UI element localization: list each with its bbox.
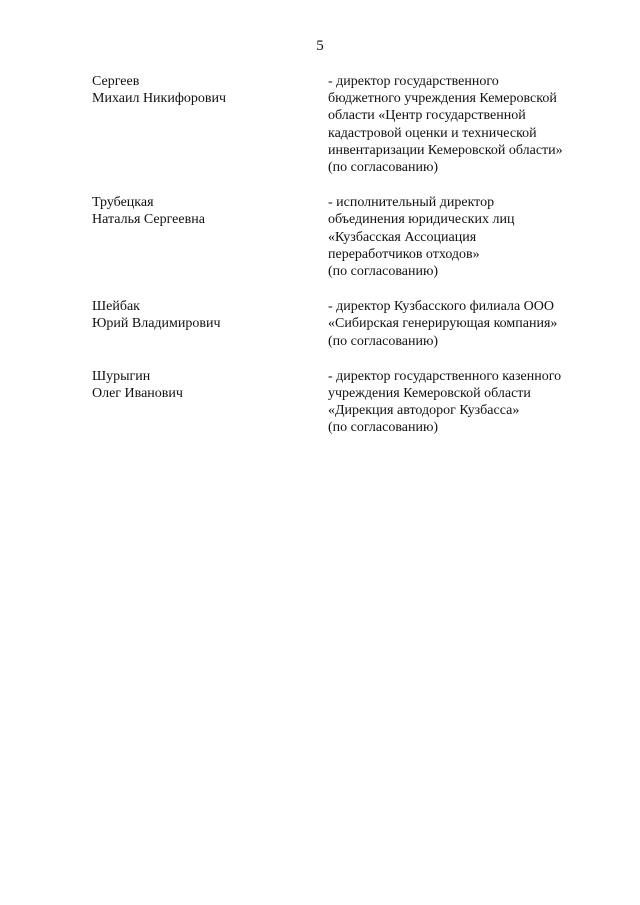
member-name	[92, 298, 328, 332]
approval-note: (по согласованию)	[328, 333, 439, 349]
position-line: инвентаризации Кемеровской области»	[328, 142, 563, 158]
position-line: «Дирекция автодорог Кузбасса»	[328, 403, 520, 419]
approval-note: (по согласованию)	[328, 160, 439, 176]
member-position	[328, 368, 602, 437]
position-line: - директор государственного казенного	[328, 368, 562, 384]
approval-note: (по согласованию)	[328, 264, 439, 280]
position-line: «Сибирская генерирующая компания»	[328, 316, 558, 332]
member-position	[328, 298, 602, 350]
page-number: 5	[316, 38, 324, 54]
member-given-names: Михаил Никифорович	[92, 91, 227, 107]
position-line: «Кузбасская Ассоциация	[328, 229, 477, 245]
position-line: переработчиков отходов»	[328, 246, 480, 262]
position-line: области «Центр государственной	[328, 108, 526, 124]
member-entry	[92, 368, 602, 437]
member-surname: Сергеев	[92, 74, 140, 89]
position-line: - исполнительный директор	[328, 195, 495, 211]
member-name	[92, 194, 328, 228]
position-line: кадастровой оценки и технической	[328, 125, 537, 141]
member-position	[328, 194, 602, 280]
approval-note: (по согласованию)	[328, 420, 439, 436]
position-line: - директор государственного	[328, 74, 499, 89]
member-entry	[92, 73, 602, 176]
member-list	[92, 73, 602, 437]
position-line: учреждения Кемеровской области	[328, 386, 531, 402]
member-name	[92, 368, 328, 402]
member-entry	[92, 298, 602, 350]
member-surname: Трубецкая	[92, 195, 154, 211]
member-name	[92, 73, 328, 107]
member-surname: Шурыгин	[92, 368, 151, 384]
member-position	[328, 73, 602, 176]
member-surname: Шейбак	[92, 299, 140, 315]
member-given-names: Юрий Владимирович	[92, 316, 221, 332]
position-line: объединения юридических лиц	[328, 212, 515, 228]
member-entry	[92, 194, 602, 280]
member-given-names: Наталья Сергеевна	[92, 212, 205, 228]
member-given-names: Олег Иванович	[92, 386, 183, 402]
position-line: бюджетного учреждения Кемеровской	[328, 91, 557, 107]
position-line: - директор Кузбасского филиала ООО	[328, 299, 555, 315]
